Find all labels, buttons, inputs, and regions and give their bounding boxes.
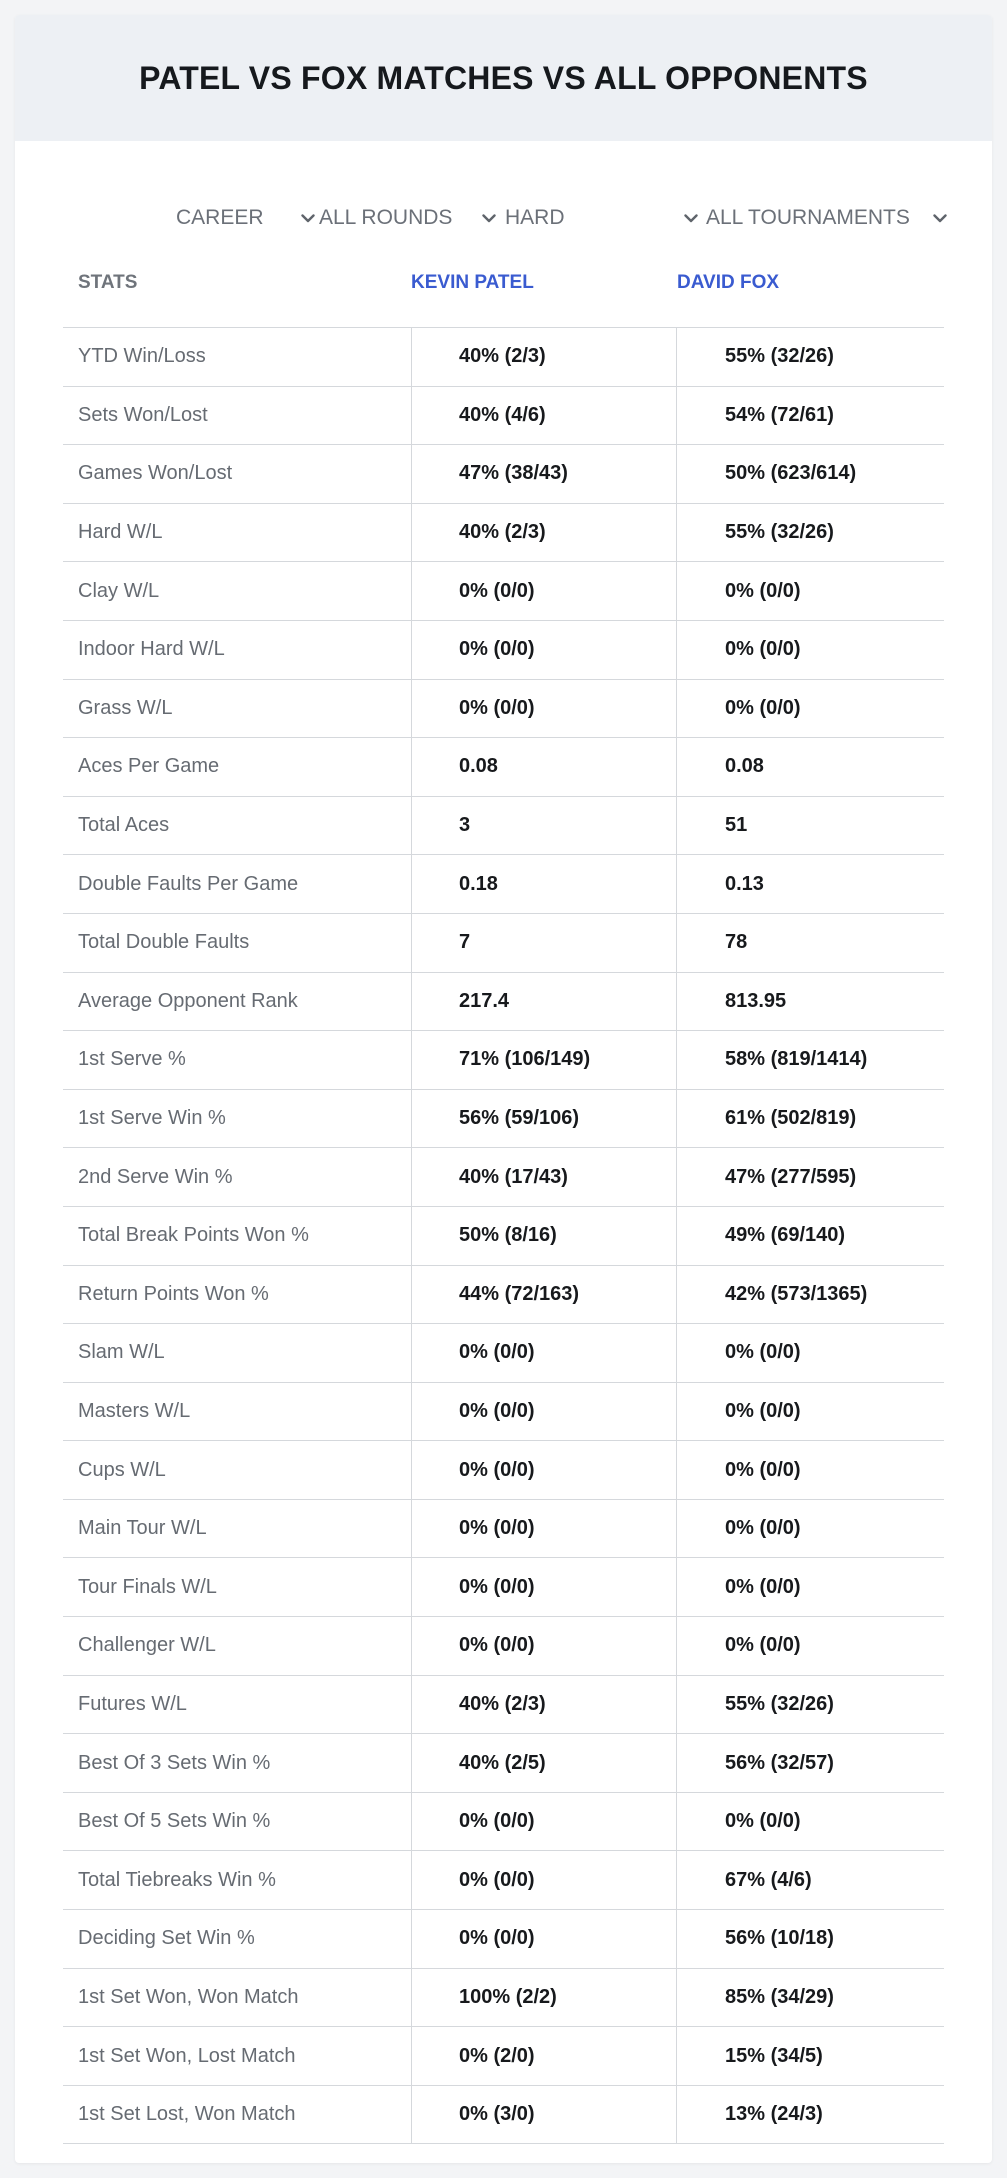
player2-value: 54% (72/61)	[676, 387, 944, 445]
player2-link[interactable]: DAVID FOX	[677, 272, 780, 293]
table-row	[63, 562, 944, 621]
player2-value: 51	[676, 797, 944, 855]
table-row	[63, 2086, 944, 2145]
table-row	[63, 1441, 944, 1500]
stat-label: 1st Serve %	[78, 1048, 186, 1071]
table-row	[63, 680, 944, 739]
table-row	[63, 1148, 944, 1207]
stat-label: 1st Set Won, Won Match	[78, 1985, 299, 2008]
player1-link[interactable]: KEVIN PATEL	[411, 272, 534, 293]
table-row	[63, 387, 944, 446]
table-row	[63, 1676, 944, 1735]
table-row	[63, 973, 944, 1032]
stat-label: YTD Win/Loss	[78, 345, 206, 368]
stat-label: Double Faults Per Game	[78, 872, 299, 895]
stat-label: 2nd Serve Win %	[78, 1165, 233, 1188]
player2-value: 0% (0/0)	[676, 1793, 944, 1851]
player1-value: 0% (0/0)	[411, 680, 676, 738]
player1-value: 0% (0/0)	[411, 1910, 676, 1968]
round-select[interactable]	[319, 188, 499, 248]
chevron-down-icon	[930, 208, 950, 228]
stat-label: 1st Serve Win %	[78, 1107, 226, 1130]
stat-label: Clay W/L	[78, 579, 160, 602]
surface-select[interactable]	[505, 188, 701, 248]
player1-value: 40% (2/3)	[411, 504, 676, 562]
table-row	[63, 1031, 944, 1090]
table-row	[63, 1558, 944, 1617]
player1-value: 40% (17/43)	[411, 1148, 676, 1206]
table-row	[63, 914, 944, 973]
stat-label: Best Of 5 Sets Win %	[78, 1810, 271, 1833]
player2-value: 0% (0/0)	[676, 680, 944, 738]
stats-column-header: STATS	[78, 272, 138, 293]
stat-label: Slam W/L	[78, 1341, 165, 1364]
player1-value: 0% (0/0)	[411, 1441, 676, 1499]
table-row	[63, 797, 944, 856]
table-row	[63, 504, 944, 563]
period-select[interactable]	[176, 188, 318, 248]
stat-label: Aces Per Game	[78, 755, 220, 778]
player1-value: 0% (0/0)	[411, 621, 676, 679]
player1-value: 50% (8/16)	[411, 1207, 676, 1265]
stat-label: 1st Set Won, Lost Match	[78, 2044, 296, 2067]
round-select-value: ALL ROUNDS	[319, 206, 453, 229]
table-row	[63, 1207, 944, 1266]
player1-value: 0.08	[411, 738, 676, 796]
stat-label: Return Points Won %	[78, 1282, 269, 1305]
stat-label: Hard W/L	[78, 521, 163, 544]
table-row	[63, 328, 944, 387]
table-row	[63, 1324, 944, 1383]
player1-value: 0% (0/0)	[411, 562, 676, 620]
player2-value: 15% (34/5)	[676, 2027, 944, 2085]
player1-value: 0% (0/0)	[411, 1851, 676, 1909]
stat-label: Deciding Set Win %	[78, 1927, 255, 1950]
player1-value: 0% (0/0)	[411, 1383, 676, 1441]
stat-label: Cups W/L	[78, 1458, 166, 1481]
stats-table	[63, 248, 944, 2144]
player2-value: 55% (32/26)	[676, 504, 944, 562]
player1-value: 56% (59/106)	[411, 1090, 676, 1148]
stat-label: Grass W/L	[78, 696, 173, 719]
player2-value: 0% (0/0)	[676, 621, 944, 679]
stat-label: Indoor Hard W/L	[78, 638, 225, 661]
stat-label: Average Opponent Rank	[78, 989, 298, 1012]
player1-value: 40% (2/5)	[411, 1734, 676, 1792]
table-row	[63, 1969, 944, 2028]
player1-value: 3	[411, 797, 676, 855]
tournament-select-value: ALL TOURNAMENTS	[706, 206, 910, 229]
chevron-down-icon	[479, 208, 499, 228]
stat-label: Total Tiebreaks Win %	[78, 1868, 276, 1891]
stats-card	[15, 15, 992, 2163]
table-row	[63, 1910, 944, 1969]
player1-value: 0.18	[411, 855, 676, 913]
table-row	[63, 2027, 944, 2086]
stat-label: 1st Set Lost, Won Match	[78, 2103, 296, 2126]
stat-label: Tour Finals W/L	[78, 1575, 217, 1598]
table-row	[63, 1383, 944, 1442]
card-header	[15, 15, 992, 141]
stat-label: Total Double Faults	[78, 931, 250, 954]
player2-value: 813.95	[676, 973, 944, 1031]
player2-value: 85% (34/29)	[676, 1969, 944, 2027]
table-body	[63, 328, 944, 2144]
table-header	[63, 248, 944, 328]
player2-value: 50% (623/614)	[676, 445, 944, 503]
player2-value: 78	[676, 914, 944, 972]
player2-value: 0.08	[676, 738, 944, 796]
player1-value: 0% (0/0)	[411, 1500, 676, 1558]
player2-value: 55% (32/26)	[676, 1676, 944, 1734]
table-row	[63, 1090, 944, 1149]
table-row	[63, 1617, 944, 1676]
table-row	[63, 1266, 944, 1325]
player2-value: 61% (502/819)	[676, 1090, 944, 1148]
player2-value: 0% (0/0)	[676, 1324, 944, 1382]
table-row	[63, 1793, 944, 1852]
player2-value: 13% (24/3)	[676, 2086, 944, 2144]
player1-value: 0% (0/0)	[411, 1617, 676, 1675]
player1-value: 0% (0/0)	[411, 1558, 676, 1616]
player2-value: 47% (277/595)	[676, 1148, 944, 1206]
player1-value: 0% (2/0)	[411, 2027, 676, 2085]
chevron-down-icon	[298, 208, 318, 228]
stat-label: Total Break Points Won %	[78, 1224, 309, 1247]
player2-value: 0% (0/0)	[676, 1441, 944, 1499]
table-row	[63, 1734, 944, 1793]
stat-label: Masters W/L	[78, 1399, 191, 1422]
player2-value: 0% (0/0)	[676, 1558, 944, 1616]
table-row	[63, 1851, 944, 1910]
chevron-down-icon	[681, 208, 701, 228]
player1-value: 0% (0/0)	[411, 1324, 676, 1382]
player1-value: 0% (3/0)	[411, 2086, 676, 2144]
player1-value: 71% (106/149)	[411, 1031, 676, 1089]
player1-value: 47% (38/43)	[411, 445, 676, 503]
table-row	[63, 1500, 944, 1559]
player2-value: 0% (0/0)	[676, 1500, 944, 1558]
player2-value: 0% (0/0)	[676, 1617, 944, 1675]
period-select-value: CAREER	[176, 206, 264, 229]
stat-label: Main Tour W/L	[78, 1517, 207, 1540]
stat-label: Games Won/Lost	[78, 462, 233, 485]
player2-value: 49% (69/140)	[676, 1207, 944, 1265]
stat-label: Total Aces	[78, 814, 170, 837]
stat-label: Sets Won/Lost	[78, 403, 208, 426]
table-row	[63, 445, 944, 504]
page-title: PATEL VS FOX MATCHES VS ALL OPPONENTS	[139, 59, 868, 96]
stat-label: Challenger W/L	[78, 1634, 216, 1657]
table-row	[63, 621, 944, 680]
player1-value: 40% (2/3)	[411, 1676, 676, 1734]
player2-value: 58% (819/1414)	[676, 1031, 944, 1089]
player2-value: 0.13	[676, 855, 944, 913]
stat-label: Futures W/L	[78, 1692, 187, 1715]
player2-value: 55% (32/26)	[676, 328, 944, 386]
player2-value: 67% (4/6)	[676, 1851, 944, 1909]
player2-value: 0% (0/0)	[676, 562, 944, 620]
player1-value: 0% (0/0)	[411, 1793, 676, 1851]
player2-value: 56% (32/57)	[676, 1734, 944, 1792]
player1-value: 100% (2/2)	[411, 1969, 676, 2027]
player2-value: 56% (10/18)	[676, 1910, 944, 1968]
player1-value: 40% (4/6)	[411, 387, 676, 445]
player2-value: 0% (0/0)	[676, 1383, 944, 1441]
stat-label: Best Of 3 Sets Win %	[78, 1751, 271, 1774]
player1-value: 40% (2/3)	[411, 328, 676, 386]
surface-select-value: HARD	[505, 206, 565, 229]
player1-value: 7	[411, 914, 676, 972]
player1-value: 44% (72/163)	[411, 1266, 676, 1324]
player1-value: 217.4	[411, 973, 676, 1031]
player2-value: 42% (573/1365)	[676, 1266, 944, 1324]
tournament-select[interactable]	[706, 188, 950, 248]
table-row	[63, 738, 944, 797]
table-row	[63, 855, 944, 914]
filter-bar	[15, 188, 992, 248]
